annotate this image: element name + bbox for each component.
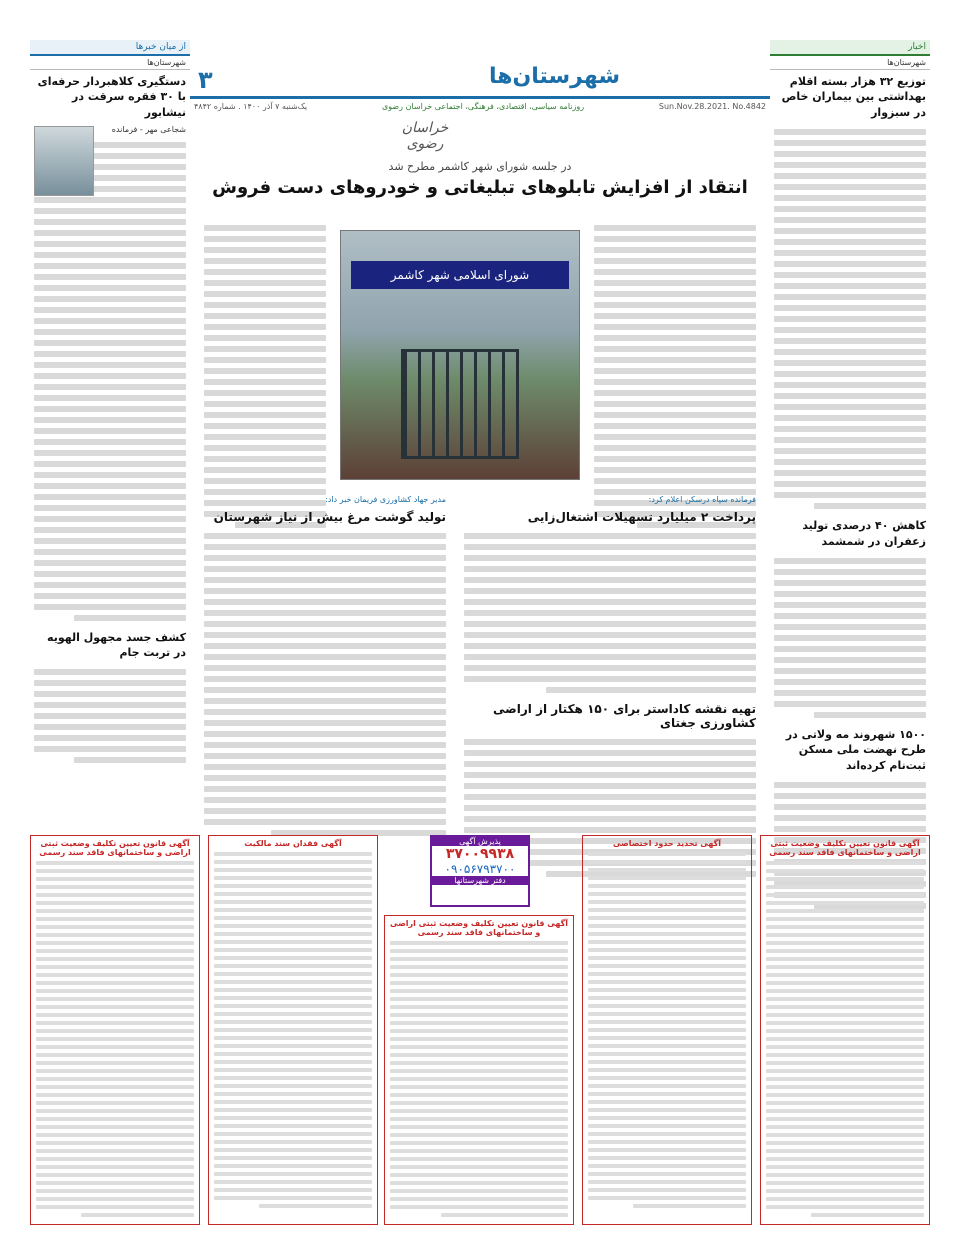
main-story-area [200,160,760,730]
body-right-2 [770,558,930,718]
story-2-title: تولید گوشت مرغ بیش از نیاز شهرستان [213,510,446,524]
body-right-1 [770,129,930,509]
ad-block-2 [582,835,752,1225]
sub-kicker-left: شهرستان‌ها [30,56,190,70]
story-3-title: تهیه نقشه کاداستر برای ۱۵۰ هکتار از اراضی کشاورزی جغتای [493,702,756,730]
suspect-photo [34,126,94,196]
council-sign: شورای اسلامی شهر کاشمر [351,261,569,289]
ad-5-title: آگهی قانون تعیین تکلیف وضعیت ثبتی اراضی و ساختمانهای فاقد سند رسمی [39,839,191,857]
headline-left-2: کشف جسد مجهول الهویه در تربت جام [47,630,186,659]
tagline: روزنامه سیاسی، اقتصادی، فرهنگی، اجتماعی خراسان رضوی [381,102,585,111]
main-story-col-left [200,220,330,533]
gate [401,349,519,459]
story-1 [460,495,760,882]
main-sup-title: در جلسه شورای شهر کاشمر مطرح شد [388,160,572,173]
newspaper-page [30,40,930,1236]
ad-block-5 [30,835,200,1225]
date-fa: یک‌شنبه ۷ آذر ۱۴۰۰ . شماره ۴۸۴۲ [194,102,308,111]
phone-number-2: ۰۹۰۵۶۷۹۳۷۰۰ [444,862,516,876]
kicker-right: اخبار [770,40,930,56]
newspaper-logo: خراسان رضوی [401,120,449,152]
ad-4-title: آگهی فقدان سند مالکیت [244,839,342,848]
author-left: شجاعی مهر - فرمانده [111,125,186,135]
council-building-photo [340,230,580,480]
ad-block-1 [760,835,930,1225]
main-title: انتقاد از افزایش تابلوهای تبلیغاتی و خودروهای دست فروش [212,177,748,198]
ad-block-3 [384,915,574,1225]
headline-right-3: ۱۵۰۰ شهروند مه ولاتی در طرح نهضت ملی مسکن ثبت‌نام کرده‌اند [785,727,926,772]
story-2 [200,495,450,841]
ad-1-title: آگهی قانون تعیین تکلیف وضعیت ثبتی اراضی و ساختمانهای فاقد سند رسمی [769,839,921,857]
section-title: شهرستان‌ها [488,64,620,89]
main-story-col-right [590,220,760,533]
body-left-2 [30,669,190,763]
body-left-1 [30,142,190,621]
masthead [190,50,770,150]
ad-3-title: آگهی قانون تعیین تکلیف وضعیت ثبتی اراضی و ساختمانهای فاقد سند رسمی [389,919,569,937]
headline-right-2: کاهش ۴۰ درصدی تولید زعفران در شمشمد [802,519,926,548]
classified-ads [30,835,930,1235]
header-rule [190,96,770,99]
headline-right-1: توزیع ۳۲ هزار بسته اقلام بهداشتی بین بیماران خاص در سبزوار [781,75,926,119]
header-meta [190,102,770,116]
story-1-title: پرداخت ۲ میلیارد تسهیلات اشتغال‌زایی [527,510,756,524]
date-en: Sun.Nov.28.2021. No.4842 [658,102,766,111]
kicker-left: از میان خبرها [30,40,190,56]
phone-number-1: ۳۷۰۰۹۹۳۸ [445,846,515,862]
right-column [770,40,930,914]
page-number: ۳ [198,66,213,94]
left-column [30,40,190,768]
story-2-byline: مدیر جهاد کشاورزی فریمان خبر داد: [325,495,446,504]
headline-left-1: دستگیری کلاهبردار حرفه‌ای با ۳۰ فقره سرقت در نیشابور [37,75,186,119]
story-1-byline: فرمانده سپاه درسکن اعلام کرد: [648,495,756,504]
ad-phone-box [430,835,530,907]
ad-2-title: آگهی تحدید حدود اختصاصی [612,839,722,848]
sub-kicker-right: شهرستان‌ها [770,56,930,70]
ad-block-4 [208,835,378,1225]
phone-note: دفتر شهرستانها [432,876,528,885]
phone-title: پذیرش آگهی [432,837,528,846]
